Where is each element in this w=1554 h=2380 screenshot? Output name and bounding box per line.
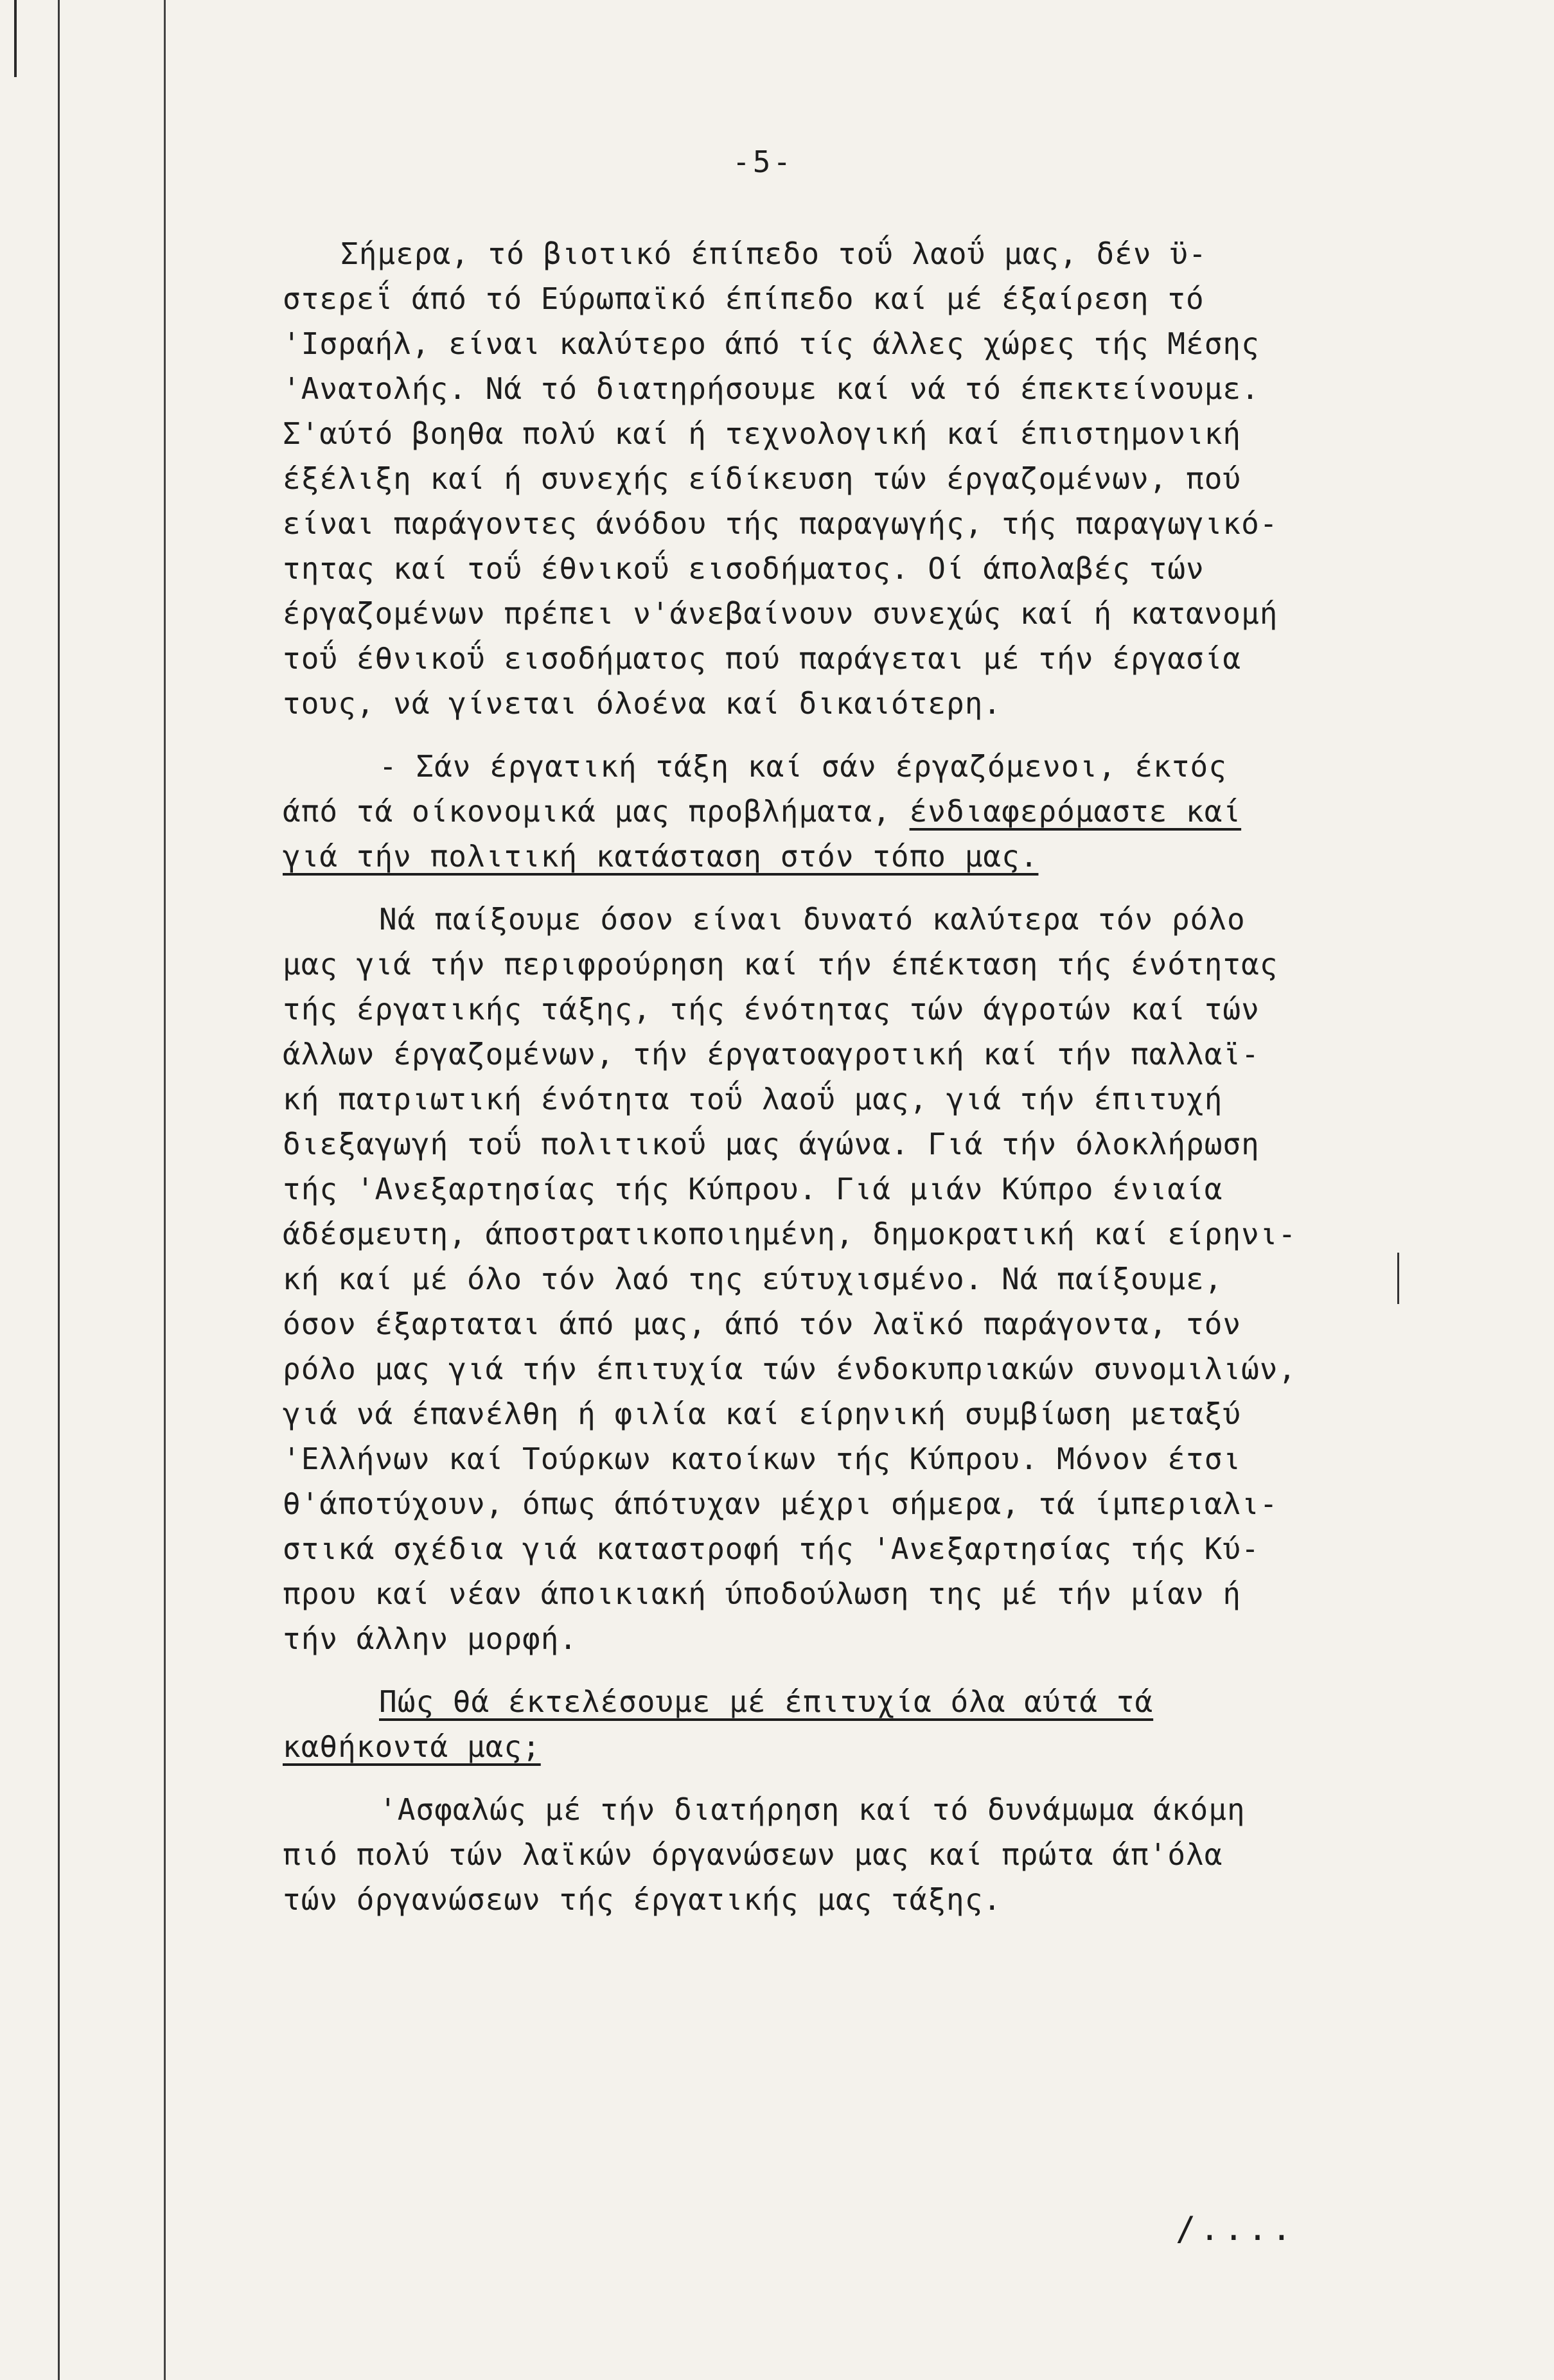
margin-rule [58,0,60,2380]
text-line: Νά παίξουμε όσον είναι δυνατό καλύτερα τόν ρόλο [379,902,1246,937]
text-line: όσον έξαρταται άπό μας, άπό τόν λαϊκό παράγοντα, τόν [283,1307,1242,1341]
text-line: πρου καί νέαν άποικιακή ύποδούλωση της μέ τήν μίαν ή [283,1576,1242,1611]
text-line: τής έργατικής τάξης, τής ένότητας τών άγροτών καί τών [283,992,1260,1027]
text-line: τής 'Ανεξαρτησίας τής Κύπρου. Γιά μιάν Κύπρο ένιαία [283,1172,1223,1206]
text-line: κή πατριωτική ένότητα τοΰ λαοΰ μας, γιά τήν έπιτυχή [283,1082,1223,1116]
text-line: τήν άλλην μορφή. [283,1621,578,1656]
text-line: Σ'αύτό βοηθα πολύ καί ή τεχνολογική καί έπιστημονική [283,416,1242,451]
margin-rule [14,0,17,77]
margin-rule [164,0,166,2380]
text-line: στερεΐ άπό τό Εύρωπαϊκό έπίπεδο καί μέ έξαίρεση τό [283,281,1205,316]
text-line: 'Ισραήλ, είναι καλύτερο άπό τίς άλλες χώρες τής Μέσης [283,326,1260,361]
text-line: 'Ελλήνων καί Τούρκων κατοίκων τής Κύπρου. Μόνον έτσι [283,1441,1242,1476]
section-heading: Πώς θά έκτελέσουμε μέ έπιτυχία όλα αύτά τά [379,1684,1154,1719]
text-line: έργαζομένων πρέπει ν'άνεβαίνουν συνεχώς καί ή κατανομή [283,596,1278,631]
page-number: -5- [732,145,794,179]
margin-mark [1397,1253,1399,1304]
text-fragment: άπό τά οίκονομικά μας προβλήματα, ένδιαφερόμαστε καί [283,794,1242,829]
section-heading: καθήκοντά μας; [283,1729,541,1764]
underlined-fragment: ένδιαφερόμαστε καί [909,794,1242,829]
text-line-partially-underlined [283,789,1349,834]
text-line: τοΰ έθνικοΰ εισοδήματος πού παράγεται μέ τήν έργασία [283,641,1242,676]
text-line: 'Ασφαλώς μέ τήν διατήρηση καί τό δυνάμωμα άκόμη [379,1792,1246,1827]
text-line: άδέσμευτη, άποστρατικοποιημένη, δημοκρατική καί είρηνι- [283,1217,1297,1251]
text-line: θ'άποτύχουν, όπως άπότυχαν μέχρι σήμερα, τά ίμπεριαλι- [283,1486,1278,1521]
text-line: γιά νά έπανέλθη ή φιλία καί είρηνική συμβίωση μεταξύ [283,1397,1242,1431]
text-line: είναι παράγοντες άνόδου τής παραγωγής, τής παραγωγικό- [283,506,1278,541]
text-line: διεξαγωγή τοΰ πολιτικοΰ μας άγώνα. Γιά τήν όλοκλήρωση [283,1127,1260,1161]
text-line: τητας καί τοΰ έθνικοΰ εισοδήματος. Οί άπολαβές τών [283,551,1205,586]
text-line: τους, νά γίνεται όλοένα καί δικαιότερη. [283,686,1002,721]
text-line: κή καί μέ όλο τόν λαό της εύτυχισμένο. Νά παίξουμε, [283,1262,1223,1296]
text-line: Σήμερα, τό βιοτικό έπίπεδο τοΰ λαοΰ μας, δέν ϋ- [340,236,1207,271]
text-line: στικά σχέδια γιά καταστροφή τής 'Ανεξαρτησίας τής Κύ- [283,1531,1260,1566]
text-line: τών όργανώσεων τής έργατικής μας τάξης. [283,1882,1002,1917]
underlined-line: γιά τήν πολιτική κατάσταση στόν τόπο μας. [283,839,1039,874]
text-line: έξέλιξη καί ή συνεχής είδίκευση τών έργαζομένων, πού [283,461,1242,496]
text-line: πιό πολύ τών λαϊκών όργανώσεων μας καί πρώτα άπ'όλα [283,1837,1223,1872]
text-line: μας γιά τήν περιφρούρηση καί τήν έπέκταση τής ένότητας [283,947,1278,982]
continuation-mark: /.... [1176,2210,1296,2248]
text-line: ρόλο μας γιά τήν έπιτυχία τών ένδοκυπριακών συνομιλιών, [283,1352,1297,1386]
text-line: άλλων έργαζομένων, τήν έργατοαγροτική καί τήν παλλαϊ- [283,1037,1260,1071]
document-body [283,231,1349,1922]
text-line: - Σάν έργατική τάξη καί σάν έργαζόμενοι, έκτός [379,749,1227,784]
text-line: 'Ανατολής. Νά τό διατηρήσουμε καί νά τό έπεκτείνουμε. [283,371,1260,406]
